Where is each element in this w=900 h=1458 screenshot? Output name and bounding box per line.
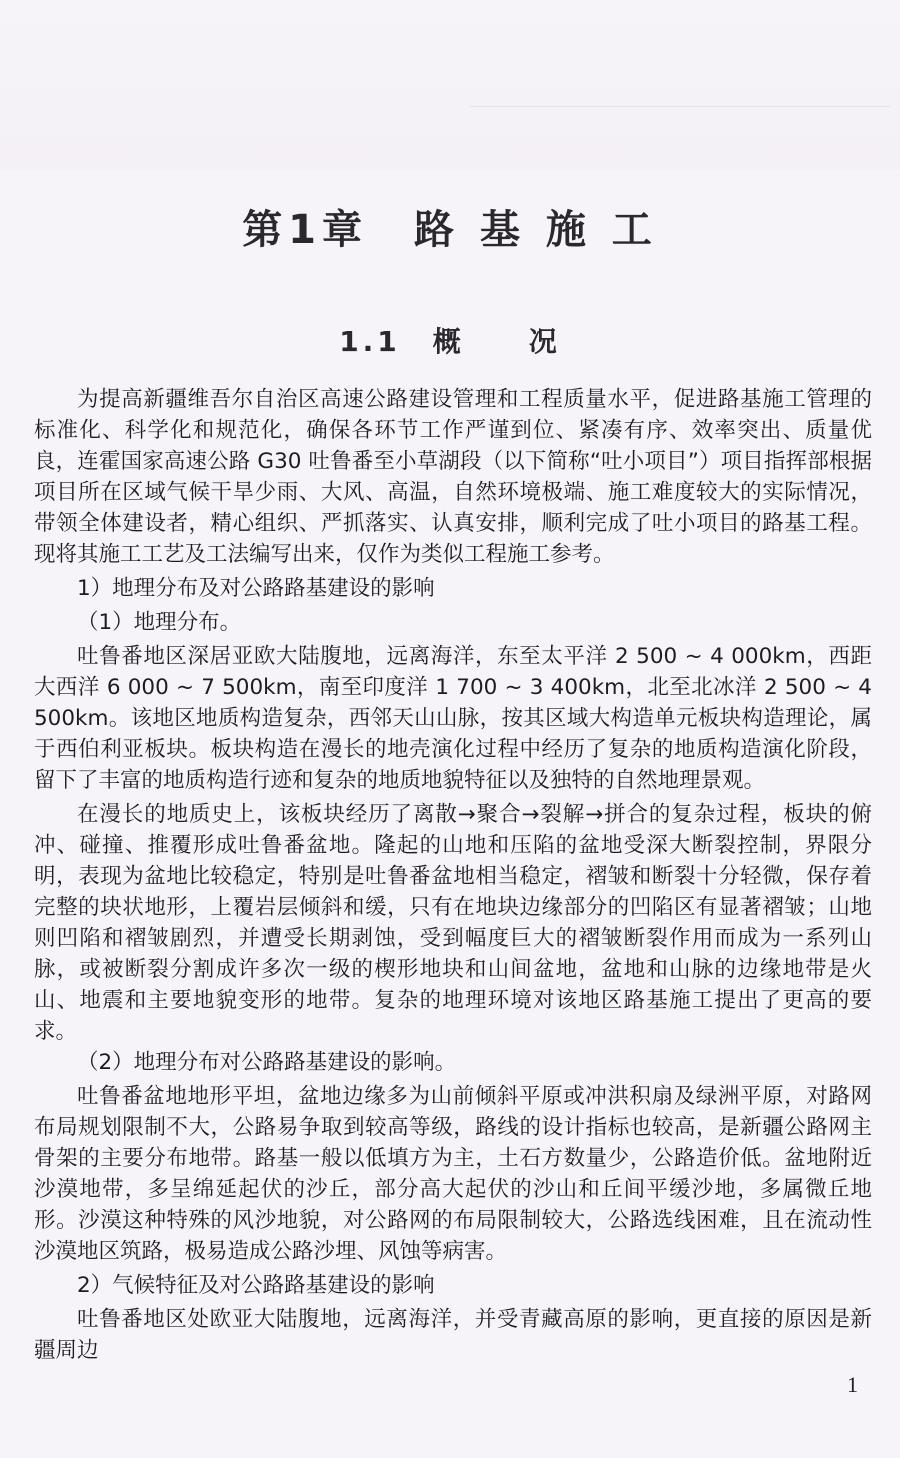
page-number: 1 [847,1372,858,1397]
section-title: 1.1 概 况 [339,325,561,358]
subheading-climate: 2）气候特征及对公路路基建设的影响 [77,1273,435,1298]
paragraph-climate: 吐鲁番地区处欧亚大陆腹地，远离海洋，并受青藏高原的影响，更直接的原因是新疆周边 [34,1307,872,1363]
paragraph-geography-location: 吐鲁番地区深居亚欧大陆腹地，远离海洋，东至太平洋 2 500 ~ 4 000km，西距大西洋 6 000 ~ 7 500km，南至印度洋 1 700 ~ 3 400km，北至北冰洋 2 500 ~ 4 500km。该地区地质构造复杂，西邻天山山脉，按其区域大构造单元板块构造理论，属于西伯利亚板块。板块构造在漫长的地壳演化过程中经历了复杂的地质构造演化阶段，留下了丰富的地质构造行迹和复杂的地质地貌特征以及独特的自然地理景观。 [34,644,872,793]
body-text [34,384,872,1366]
paragraph-basin-terrain: 吐鲁番盆地地形平坦，盆地边缘多为山前倾斜平原或冲洪积扇及绿洲平原，对路网布局规划限制不大，公路易争取到较高等级，路线的设计指标也较高，是新疆公路网主骨架的主要分布地带。路基一般以低填方为主，土石方数量少，公路造价低。盆地附近沙漠地带，多呈绵延起伏的沙丘，部分高大起伏的沙山和丘间平缓沙地，多属微丘地形。沙漠这种特殊的风沙地貌，对公路网的布局限制较大，公路选线困难，且在流动性沙漠地区筑路，极易造成公路沙埋、风蚀等病害。 [34,1084,872,1264]
show-through-region [0,0,900,170]
subheading-geography: 1）地理分布及对公路路基建设的影响 [77,576,435,601]
chapter-title: 第1章 路 基 施 工 [242,207,658,253]
subheading-distribution-impact: （2）地理分布对公路路基建设的影响。 [77,1050,457,1075]
paragraph-geologic-history: 在漫长的地质史上，该板块经历了离散→聚合→裂解→拼合的复杂过程，板块的俯冲、碰撞、推覆形成吐鲁番盆地。隆起的山地和压陷的盆地受深大断裂控制，界限分明，表现为盆地比较稳定，特别是吐鲁番盆地相当稳定，褶皱和断裂十分轻微，保存着完整的块状地形，上覆岩层倾斜和缓，只有在地块边缘部分的凹陷区有显著褶皱；山地则凹陷和褶皱剧烈，并遭受长期剥蚀，受到幅度巨大的褶皱断裂作用而成为一系列山脉，或被断裂分割成许多次一级的楔形地块和山间盆地，盆地和山脉的边缘地带是火山、地震和主要地貌变形的地带。复杂的地理环境对该地区路基施工提出了更高的要求。 [34,802,872,1044]
show-through-header-rule [470,106,890,107]
subheading-geographic-distribution: （1）地理分布。 [77,610,242,635]
intro-paragraph: 为提高新疆维吾尔自治区高速公路建设管理和工程质量水平，促进路基施工管理的标准化、科学化和规范化，确保各环节工作严谨到位、紧凑有序、效率突出、质量优良，连霍国家高速公路 G30 吐鲁番至小草湖段（以下简称“吐小项目”）项目指挥部根据项目所在区域气候干旱少雨、大风、高温，自然环境极端、施工难度较大的实际情况，带领全体建设者，精心组织、严抓落实、认真安排，顺利完成了吐小项目的路基工程。现将其施工工艺及工法编写出来，仅作为类似工程施工参考。 [34,387,872,567]
